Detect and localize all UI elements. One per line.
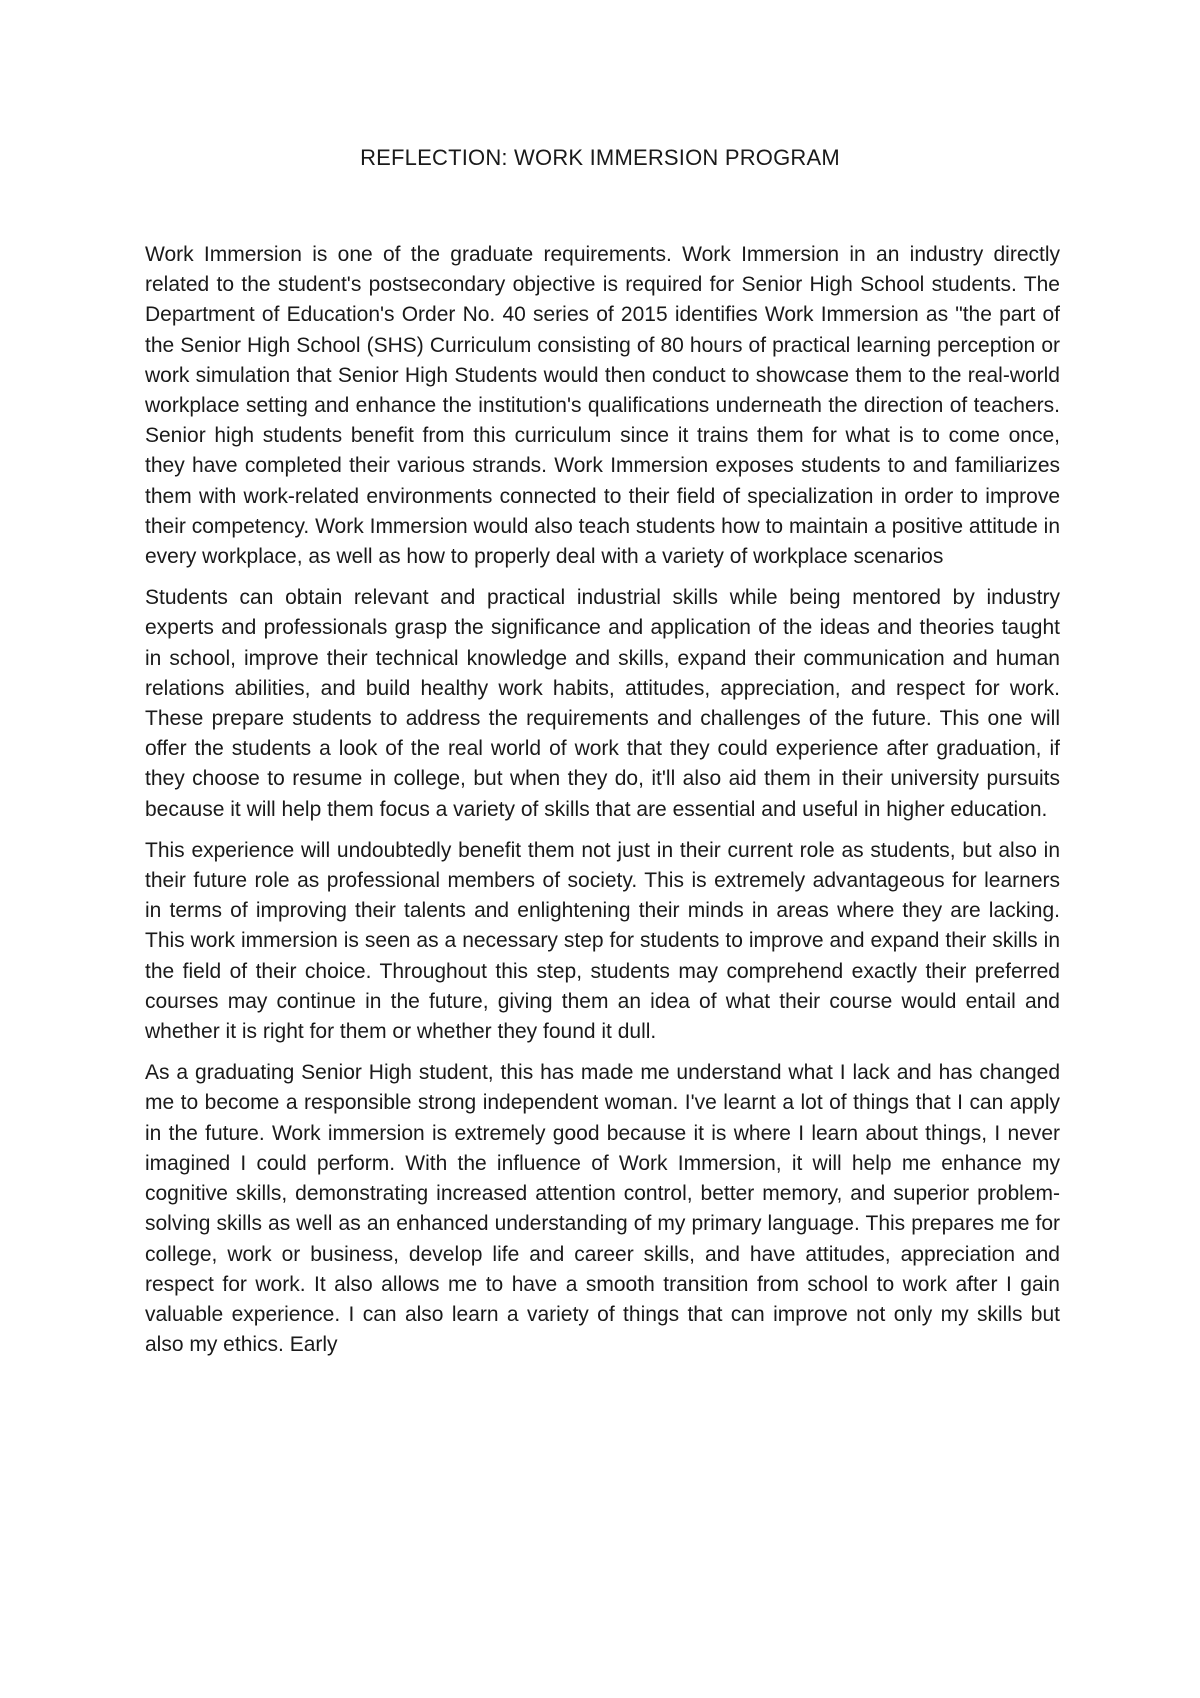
paragraph-3: This experience will undoubtedly benefit them not just in their current role as students, but also in their future role as professional members of society. This is extremely advantageous for learners in terms of improving their talents and enlightening their minds in areas where they are lacking. This work immersion is seen as a necessary step for students to improve and expand their skills in the field of their choice. Throughout this step, students may comprehend exactly their preferred courses may continue in the future, giving them an idea of what their course would entail and whether it is right for them or whether they found it dull. xyxy=(145,838,1060,1044)
paragraph-1: Work Immersion is one of the graduate requirements. Work Immersion in an industry directly related to the student's postsecondary objective is required for Senior High School students. The Department of Education's Order No. 40 series of 2015 identifies Work Immersion as "the part of the Senior High School (SHS) Curriculum consisting of 80 hours of practical learning perception or work simulation that Senior High Students would then conduct to showcase them to the real-world workplace setting and enhance the institution's qualifications underneath the direction of teachers. Senior high students benefit from this curriculum since it trains them for what is to come once, they have completed their various strands. Work Immersion exposes students to and familiarizes them with work-related environments connected to their field of specialization in order to improve their competency. Work Immersion would also teach students how to maintain a positive attitude in every workplace, as well as how to properly deal with a variety of workplace scenarios xyxy=(145,243,1060,569)
paragraph-4: As a graduating Senior High student, this has made me understand what I lack and has changed me to become a responsible strong independent woman. I've learnt a lot of things that I can apply in the future. Work immersion is extremely good because it is where I learn about things, I never imagined I could perform. With the influence of Work Immersion, it will help me enhance my cognitive skills, demonstrating increased attention control, better memory, and superior problem-solving skills as well as an enhanced understanding of my primary language. This prepares me for college, work or business, develop life and career skills, and have attitudes, appreciation and respect for work. It also allows me to have a smooth transition from school to work after I gain valuable experience. I can also learn a variety of things that can improve not only my skills but also my ethics. Early xyxy=(145,1061,1060,1357)
document-body xyxy=(145,240,1060,1371)
paragraph-2: Students can obtain relevant and practical industrial skills while being mentored by industry experts and professionals grasp the significance and application of the ideas and theories taught in school, improve their technical knowledge and skills, expand their communication and human relations abilities, and build healthy work habits, attitudes, appreciation, and respect for work. These prepare students to address the requirements and challenges of the future. This one will offer the students a look of the real world of work that they could experience after graduation, if they choose to resume in college, but when they do, it'll also aid them in their university pursuits because it will help them focus a variety of skills that are essential and useful in higher education. xyxy=(145,586,1060,821)
document-title: REFLECTION: WORK IMMERSION PROGRAM xyxy=(360,145,840,170)
